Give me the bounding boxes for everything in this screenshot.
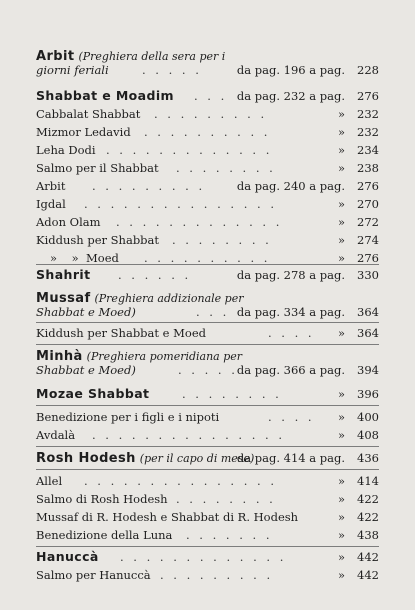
page-sep: » <box>337 251 345 265</box>
page-number: 228 <box>357 63 379 77</box>
page-sep: » <box>337 197 345 211</box>
entry-label: Leha Dodi <box>36 143 96 157</box>
entry-label: Mussaf di R. Hodesh e Shabbat di R. Hodesh <box>36 510 299 524</box>
page-number: 436 <box>357 451 379 465</box>
page-sep: » <box>337 215 345 229</box>
page-range: da pag. 414 a pag. <box>236 451 345 465</box>
page-number: 276 <box>357 179 379 193</box>
page-sep: » <box>337 568 345 582</box>
leader-dots: . . . . . . . . . . . . . . . <box>92 428 286 442</box>
entry-label: Salmo di Rosh Hodesh <box>36 492 168 506</box>
entry-title: Mussaf <box>36 291 91 306</box>
leader-dots: . . . . . . . . . . . . . <box>106 143 273 157</box>
page-number: 414 <box>357 474 379 488</box>
entry-note: (per il capo di mese) <box>139 452 255 465</box>
entry-title: Mozae Shabbat <box>36 386 150 401</box>
divider <box>36 546 379 547</box>
page-number: 422 <box>357 510 379 524</box>
page-number: 394 <box>357 363 379 377</box>
entry-note: (Preghiera pomeridiana per <box>86 350 243 363</box>
leader-dots: . . . . . . . . . . . . . . . <box>84 197 278 211</box>
divider <box>36 322 379 323</box>
leader-dots: . . . . . . . . . . <box>144 251 271 265</box>
page-number: 276 <box>357 251 379 265</box>
leader-dots: . . . . . . . . <box>172 233 272 247</box>
page-number: 234 <box>357 143 379 157</box>
page-sep: » <box>337 492 345 506</box>
page-sep: » <box>337 233 345 247</box>
divider <box>36 344 379 345</box>
leader-dots: . . . . . . . <box>186 528 273 542</box>
leader-dots: . . . <box>196 305 230 319</box>
page-number: 442 <box>357 568 379 582</box>
leader-dots: . . . . . <box>142 63 202 77</box>
entry-label: Igdal <box>36 197 66 211</box>
entry-title: Hanuccà <box>36 549 99 564</box>
entry-note-cont: giorni feriali <box>36 63 109 77</box>
page-number: 274 <box>357 233 379 247</box>
page-range: da pag. 278 a pag. <box>236 268 345 282</box>
entry-label: Mizmor Ledavid <box>36 125 131 139</box>
page-range: da pag. 196 a pag. <box>236 63 345 77</box>
entry-label: Benedizione per i figli e i nipoti <box>36 410 220 424</box>
page-range: da pag. 232 a pag. <box>236 89 345 103</box>
page-sep: » <box>337 474 345 488</box>
leader-dots: . . . . . . . . . <box>160 568 274 582</box>
entry-title: Arbit <box>36 49 75 64</box>
leader-dots: . . . . . . <box>118 268 192 282</box>
leader-dots: . . . . . . . . <box>176 161 276 175</box>
page-sep: » <box>337 428 345 442</box>
entry-note-cont: Shabbat e Moed) <box>36 305 136 319</box>
leader-dots: . . . . . <box>178 363 238 377</box>
entry-note: (Preghiera della sera per i <box>78 50 226 63</box>
entry-title: Rosh Hodesh <box>36 451 136 466</box>
leader-dots: . . . . . . . . . <box>154 107 268 121</box>
entry-title: Minhà <box>36 349 83 364</box>
leader-dots: . . . . . . . . . . . . . <box>120 550 287 564</box>
page-range: da pag. 366 a pag. <box>236 363 345 377</box>
entry-label: » » Moed <box>50 251 119 265</box>
page-number: 330 <box>357 268 379 282</box>
leader-dots: . . . . <box>268 410 315 424</box>
page-number: 238 <box>357 161 379 175</box>
page-number: 400 <box>357 410 379 424</box>
page-number: 364 <box>357 305 379 319</box>
page-sep: » <box>337 125 345 139</box>
page-number: 438 <box>357 528 379 542</box>
page-number: 408 <box>357 428 379 442</box>
page-number: 364 <box>357 326 379 340</box>
page-number: 276 <box>357 89 379 103</box>
entry-label: Salmo per il Shabbat <box>36 161 159 175</box>
divider <box>36 469 379 470</box>
entry-label: Salmo per Hanuccà <box>36 568 151 582</box>
entry-label: Benedizione della Luna <box>36 528 173 542</box>
entry-label: Kiddush per Shabbat e Moed <box>36 326 207 340</box>
entry-note-cont: Shabbat e Moed) <box>36 363 136 377</box>
page-number: 422 <box>357 492 379 506</box>
leader-dots: . . . . . . . . <box>176 492 276 506</box>
page-sep: » <box>337 326 345 340</box>
page-number: 232 <box>357 125 379 139</box>
entry-label: Avdalà <box>36 428 76 442</box>
leader-dots: . . . . . . . . . <box>92 179 206 193</box>
entry-label: Arbit <box>36 179 66 193</box>
entry-note: (Preghiera addizionale per <box>94 292 244 305</box>
entry-title: Shahrit <box>36 267 91 282</box>
page-sep: » <box>337 161 345 175</box>
entry-label: Kiddush per Shabbat <box>36 233 160 247</box>
divider <box>36 405 379 406</box>
divider <box>36 446 379 447</box>
page-sep: » <box>337 510 345 524</box>
page-number: 396 <box>357 387 379 401</box>
page-sep: » <box>337 107 345 121</box>
leader-dots: . . . . . . . . . . . . . . . <box>84 474 278 488</box>
leader-dots: . . . . . . . . . . <box>144 125 271 139</box>
entry-label: Adon Olam <box>36 215 101 229</box>
leader-dots: . . . . <box>268 326 315 340</box>
leader-dots: . . . <box>194 89 228 103</box>
page-number: 272 <box>357 215 379 229</box>
page-sep: » <box>337 528 345 542</box>
leader-dots: . . . . . . . . . . . . . <box>116 215 283 229</box>
page-range: da pag. 240 a pag. <box>236 179 345 193</box>
page-sep: » <box>337 387 345 401</box>
page-sep: » <box>337 410 345 424</box>
page-sep: » <box>337 143 345 157</box>
page-number: 270 <box>357 197 379 211</box>
entry-label: Allel <box>36 474 63 488</box>
leader-dots: . . . . . . . . <box>182 387 282 401</box>
page-sep: » <box>337 550 345 564</box>
page-number: 442 <box>357 550 379 564</box>
entry-title: Shabbat e Moadim <box>36 88 174 103</box>
page-range: da pag. 334 a pag. <box>236 305 345 319</box>
divider <box>36 264 379 265</box>
entry-label: Cabbalat Shabbat <box>36 107 141 121</box>
page-number: 232 <box>357 107 379 121</box>
